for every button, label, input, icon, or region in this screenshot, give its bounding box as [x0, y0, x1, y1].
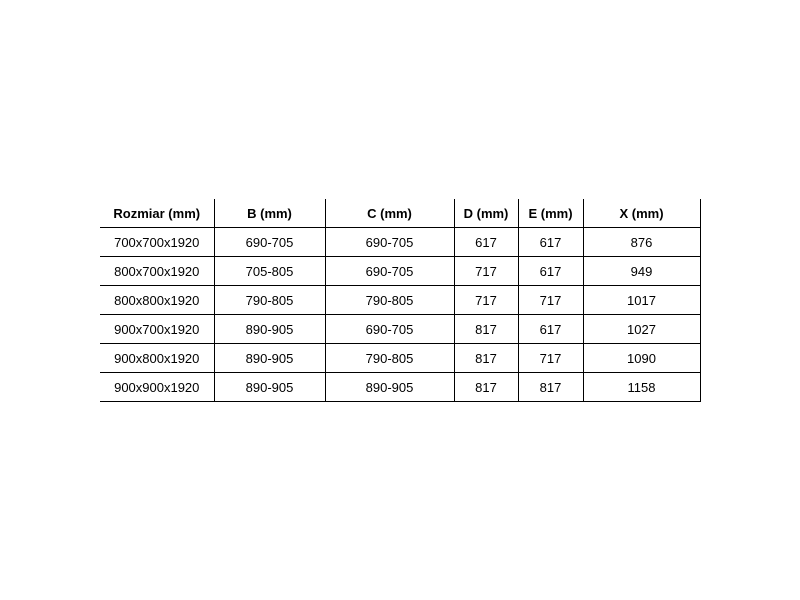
table-row [100, 257, 700, 286]
cell-c: 690-705 [325, 257, 454, 286]
cell-c: 690-705 [325, 315, 454, 344]
cell-d: 817 [454, 315, 518, 344]
header-rozmiar: Rozmiar (mm) [100, 199, 214, 228]
cell-c: 890-905 [325, 373, 454, 402]
cell-rozmiar: 900x900x1920 [100, 373, 214, 402]
cell-x: 949 [583, 257, 700, 286]
cell-b: 705-805 [214, 257, 325, 286]
cell-rozmiar: 800x800x1920 [100, 286, 214, 315]
table-row [100, 315, 700, 344]
cell-e: 617 [518, 228, 583, 257]
table-header [100, 199, 700, 228]
cell-d: 617 [454, 228, 518, 257]
cell-c: 790-805 [325, 286, 454, 315]
cell-x: 1027 [583, 315, 700, 344]
cell-b: 890-905 [214, 373, 325, 402]
header-c: C (mm) [325, 199, 454, 228]
cell-d: 817 [454, 344, 518, 373]
dimensions-table [100, 199, 701, 402]
cell-e: 817 [518, 373, 583, 402]
cell-e: 717 [518, 286, 583, 315]
cell-b: 890-905 [214, 315, 325, 344]
cell-x: 1158 [583, 373, 700, 402]
cell-e: 617 [518, 257, 583, 286]
table-row [100, 344, 700, 373]
header-d: D (mm) [454, 199, 518, 228]
cell-b: 790-805 [214, 286, 325, 315]
cell-b: 890-905 [214, 344, 325, 373]
cell-c: 690-705 [325, 228, 454, 257]
cell-rozmiar: 700x700x1920 [100, 228, 214, 257]
cell-d: 717 [454, 286, 518, 315]
table-row [100, 228, 700, 257]
cell-x: 1090 [583, 344, 700, 373]
cell-x: 876 [583, 228, 700, 257]
cell-d: 817 [454, 373, 518, 402]
header-row [100, 199, 700, 228]
cell-x: 1017 [583, 286, 700, 315]
cell-rozmiar: 800x700x1920 [100, 257, 214, 286]
table-row [100, 286, 700, 315]
table-row [100, 373, 700, 402]
header-b: B (mm) [214, 199, 325, 228]
cell-d: 717 [454, 257, 518, 286]
cell-e: 717 [518, 344, 583, 373]
header-e: E (mm) [518, 199, 583, 228]
cell-b: 690-705 [214, 228, 325, 257]
cell-rozmiar: 900x700x1920 [100, 315, 214, 344]
table-body [100, 228, 700, 402]
cell-rozmiar: 900x800x1920 [100, 344, 214, 373]
header-x: X (mm) [583, 199, 700, 228]
cell-c: 790-805 [325, 344, 454, 373]
cell-e: 617 [518, 315, 583, 344]
